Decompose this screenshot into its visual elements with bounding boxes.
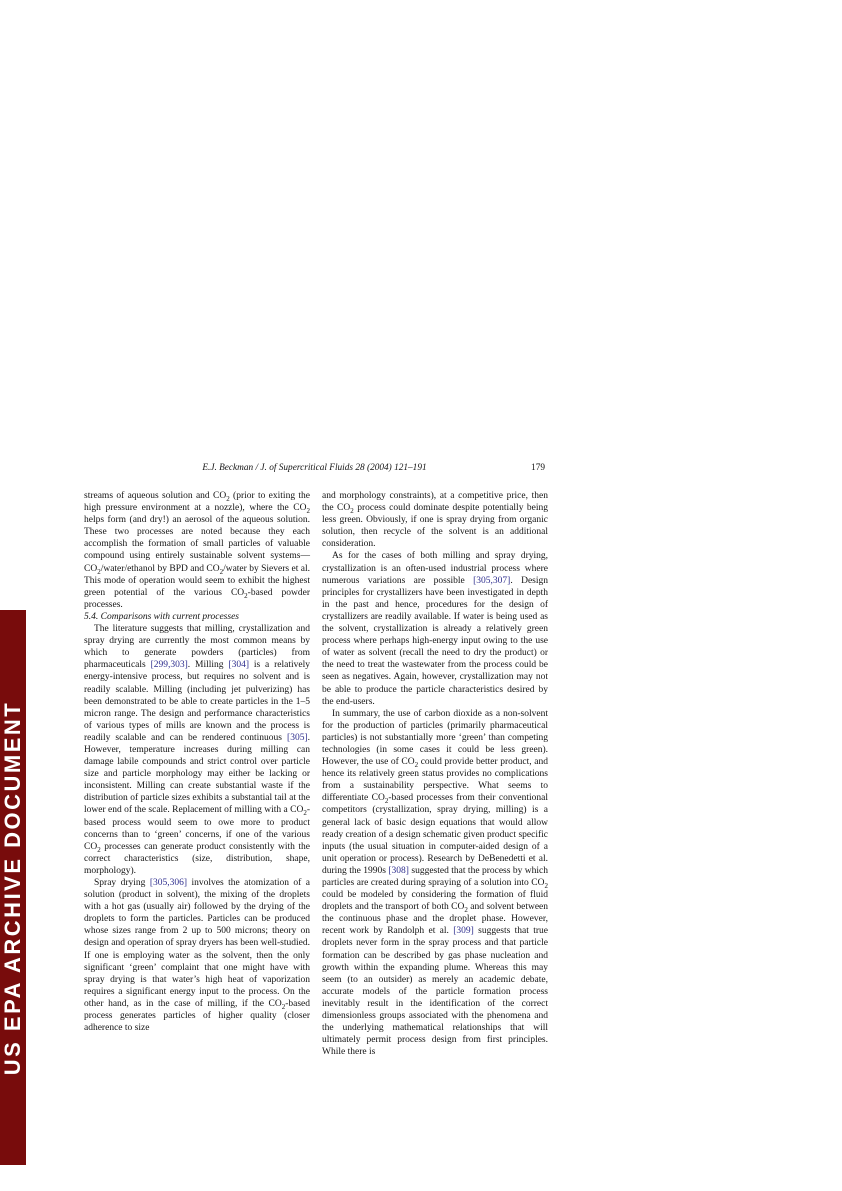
paragraph: The literature suggests that milling, crystallization and spray drying are currently the most common means by which to generate powders (particles) from pharmaceuticals [299,303]. Milling [304] is a relatively energy-intensive process, but requires no solvent and is readily scalable. Milling (including jet pulverizing) has been demonstrated to be able to create particles in the 1–5 micron range. The design and performance characteristics of various types of mills are known and the process is readily scalable and can be rendered continuous [305]. However, temperature increases during milling can damage labile compounds and strict control over particle size and particle morphology may either be lacking or inconsistent. Milling can create substantial waste if the distribution of particle sizes exhibits a substantial tail at the lower end of the scale. Replacement of milling with a $CO_2$-based process would seem to owe more to product concerns than to ‘green’ concerns, if one of the various $CO_2$ processes can generate product consistently with the correct characteristics (size, distribution, shape, morphology). bbox=[84, 624, 310, 876]
paragraph: In summary, the use of carbon dioxide as a non-solvent for the production of particles (primarily pharmaceutical particles) is not substantially more ‘green’ than competing technologies (in some cases it could be less green). However, the use of $CO_2$ could provide better product, and hence its relatively green status provides no complications from a sustainability perspective. What seems to differentiate $CO_2$-based processes from their conventional competitors (crystallization, spray drying, milling) is a general lack of basic design equations that would allow ready creation of a design schematic given product specific inputs (the usual situation in computer-aided design of a unit operation or process). Research by DeBenedetti et al. during the 1990s [308] suggested that the process by which particles are created during spraying of a solution into $CO_2$ could be modeled by considering the formation of fluid droplets and the transport of both $CO_2$ and solvent between the continuous phase and the droplet phase. However, recent work by Randolph et al. [309] suggests that true droplets never form in the spray process and that particle formation can be described by gas phase nucleation and growth within the expanding plume. Whereas this may seem (to an outsider) as merely an academic debate, accurate models of the particle formation process inevitably result in the identification of the correct dimensionless groups associated with the phenomena and the underlying mathematical relationships that will ultimately permit process design from first principles. While there is bbox=[322, 708, 548, 1058]
paragraph: and morphology constraints), at a competitive price, then the $CO_2$ process could dominate despite potentially being less green. Obviously, if one is spray drying from organic solution, then recycle of the solvent is an additional consideration. bbox=[322, 491, 548, 550]
page-header bbox=[84, 463, 545, 477]
left-column bbox=[84, 490, 310, 1034]
citation-link[interactable]: [304] bbox=[228, 660, 249, 671]
citation-link[interactable]: [309] bbox=[453, 926, 474, 937]
paragraph: streams of aqueous solution and $CO_2$ (prior to exiting the high pressure environment at a nozzle), where the $CO_2$ helps form (and dry!) an aerosol of the aqueous solution. These two processes are noted because they each accomplish the formation of small particles of valuable compound using entirely sustainable solvent $systems—CO_2/water$/ethanol by BPD and $CO_2$/water by Sievers et al. This mode of operation would seem to exhibit the highest green potential of the various $CO_2$-based powder processes. bbox=[84, 491, 311, 610]
paragraph: As for the cases of both milling and spray drying, crystallization is an often-used industrial process where numerous variations are possible [305,307]. Design principles for crystallizers have been investigated in depth in the past and hence, procedures for the design of crystallizers are readily available. If water is being used as the solvent, crystallization is already a relatively green process where perhaps high-energy input owing to the use of water as solvent (recall the need to dry the product) or the need to treat the wastewater from the process could be seen as negatives. Again, however, crystallization may not be able to produce the particle characteristics desired by the end-users. bbox=[322, 551, 548, 707]
running-head: E.J. Beckman / J. of Supercritical Fluids 28 (2004) 121–191 bbox=[202, 463, 427, 473]
citation-link[interactable]: [305,307] bbox=[473, 575, 511, 586]
right-column bbox=[322, 490, 548, 1058]
epa-archive-banner bbox=[0, 610, 26, 1165]
citation-link[interactable]: [308] bbox=[388, 865, 409, 876]
epa-archive-banner-text: US EPA ARCHIVE DOCUMENT bbox=[0, 700, 25, 1075]
citation-link[interactable]: [305] bbox=[287, 732, 308, 743]
citation-link[interactable]: [299,303] bbox=[150, 660, 188, 671]
citation-link[interactable]: [305,306] bbox=[149, 878, 188, 888]
paragraph: Spray drying [305,306] involves the atomization of a solution (product in solvent), the mixing of the droplets with a hot gas (usually air) followed by the drying of the droplets to form the particles. Particles can be produced whose sizes range from 2 up to 500 microns; theory on design and operation of spray dryers has been well-studied. If one is employing water as the solvent, then the only significant ‘green’ complaint that one might have with spray drying is that water’s high heat of vaporization requires a significant energy input to the process. On the other hand, as in the case of milling, if the $CO_2$-based process generates particles of higher quality (closer adherence to size bbox=[84, 878, 310, 1034]
page-number: 179 bbox=[531, 463, 545, 473]
section-heading: 5.4. Comparisons with current processes bbox=[84, 611, 239, 622]
